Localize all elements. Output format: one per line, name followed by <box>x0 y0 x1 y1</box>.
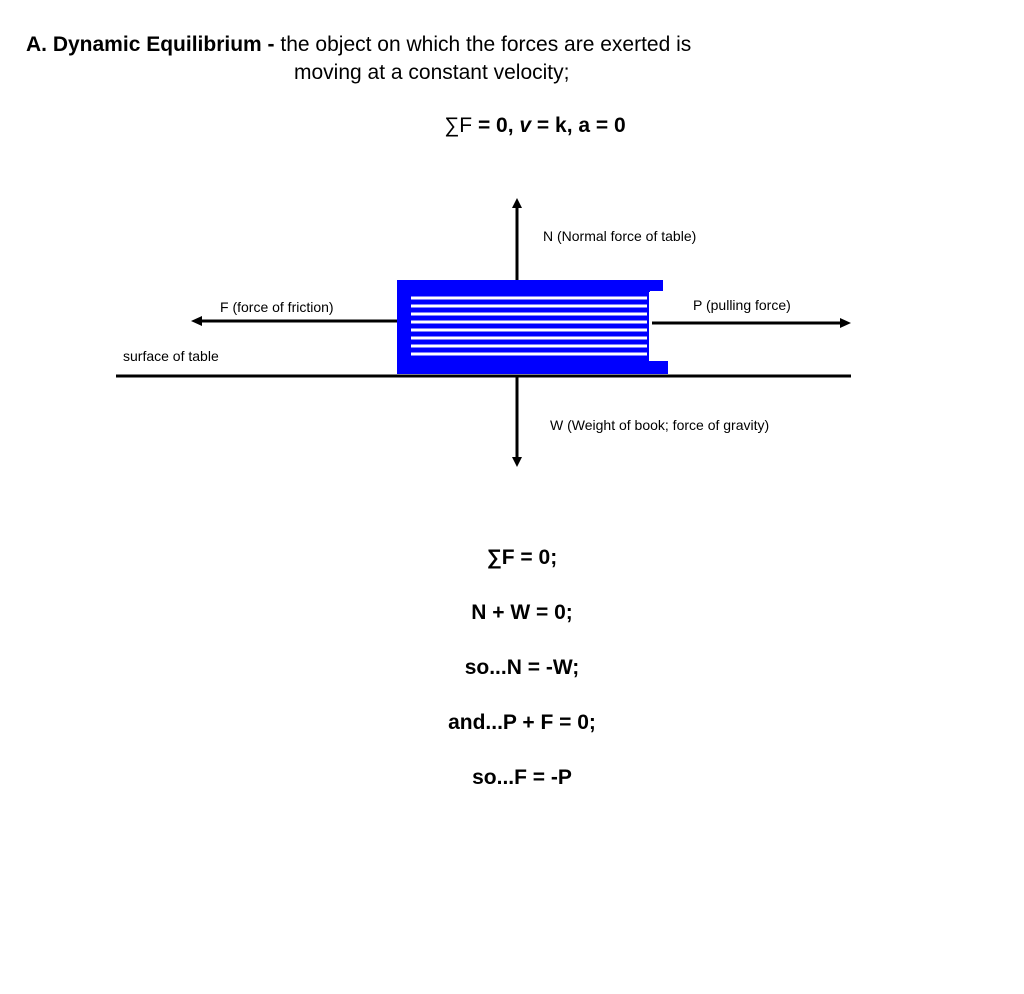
surface-label: surface of table <box>123 348 219 364</box>
friction-arrowhead <box>191 316 202 326</box>
sum-symbol: ∑F <box>444 114 473 137</box>
velocity-symbol: v <box>519 114 532 137</box>
pulling-force-label: P (pulling force) <box>693 297 791 313</box>
friction-label: F (force of friction) <box>220 299 334 315</box>
book-pages <box>409 291 650 361</box>
book <box>397 280 668 374</box>
equation-line: and...P + F = 0; <box>448 711 596 734</box>
equation-list <box>0 546 1024 821</box>
pulling-arrowhead <box>840 318 851 328</box>
equation-line: so...F = -P <box>472 766 572 789</box>
book-top-cover <box>397 280 663 291</box>
heading-text: the object on which the forces are exerted is <box>280 33 692 56</box>
main-equation-part-2: = k, a = 0 <box>531 114 626 137</box>
heading-prefix: A. Dynamic Equilibrium - <box>26 33 275 56</box>
heading-line-2: moving at a constant velocity; <box>294 61 570 84</box>
normal-force-arrowhead <box>512 198 522 208</box>
equation-line: so...N = -W; <box>464 656 580 679</box>
book-spine <box>397 280 409 374</box>
weight-arrowhead <box>512 457 522 467</box>
book-bottom-cover <box>397 361 668 374</box>
main-equation-part-1: = 0, <box>472 114 520 137</box>
equation-line: N + W = 0; <box>471 601 573 624</box>
normal-force-label: N (Normal force of table) <box>543 228 697 244</box>
equation-line: ∑F = 0; <box>486 546 558 569</box>
weight-label: W (Weight of book; force of gravity) <box>550 417 770 433</box>
